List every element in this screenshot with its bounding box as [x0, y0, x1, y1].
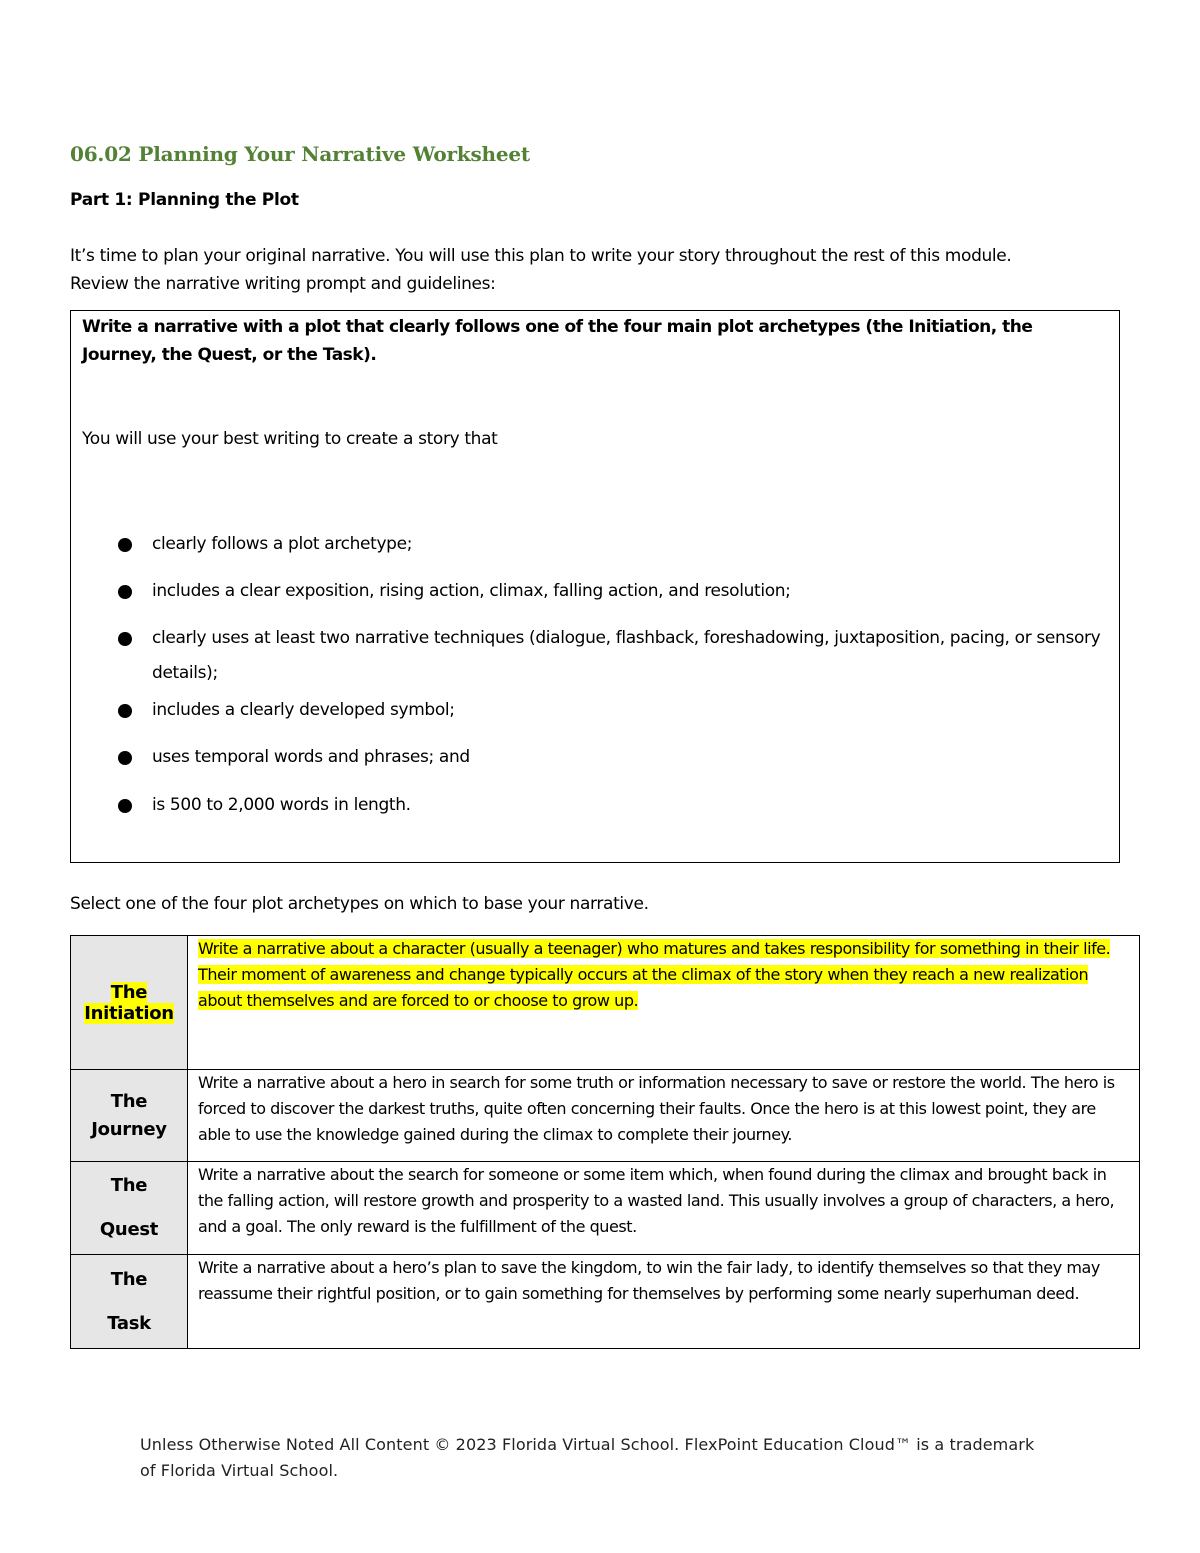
intro-paragraph: It’s time to plan your original narrative. You will use this plan to write your story throughout the rest of this module. Review the narrative writing prompt and guidelines: — [70, 246, 1012, 294]
archetype-description-cell — [188, 1070, 1140, 1162]
prompt-subheading: You will use your best writing to create a story that — [82, 429, 498, 449]
archetype-name-cell — [71, 1162, 188, 1255]
list-item: includes a clear exposition, rising action, climax, falling action, and resolution; — [152, 574, 1102, 609]
bullet-icon — [118, 751, 132, 765]
archetype-description-cell — [188, 1162, 1140, 1255]
prompt-box — [70, 310, 1120, 863]
list-item: clearly uses at least two narrative techniques (dialogue, flashback, foreshadowing, juxtaposition, pacing, or sensory details); — [152, 621, 1102, 691]
prompt-heading: Write a narrative with a plot that clearly follows one of the four main plot archetypes (the Initiation, the Journey, the Quest, or the Task). — [82, 317, 1033, 365]
table-row — [71, 1255, 1140, 1349]
archetype-description-cell — [188, 936, 1140, 1070]
select-instruction: Select one of the four plot archetypes on which to base your narrative. — [70, 894, 649, 914]
part-heading: Part 1: Planning the Plot — [70, 190, 299, 210]
archetype-table — [70, 935, 1140, 1349]
list-item: includes a clearly developed symbol; — [152, 693, 1102, 728]
archetype-name: The Task — [107, 1268, 151, 1334]
bullet-icon — [118, 632, 132, 646]
bullet-icon — [118, 585, 132, 599]
archetype-name-cell — [71, 936, 188, 1070]
table-row — [71, 936, 1140, 1070]
archetype-description: Write a narrative about a hero in search for some truth or information necessary to save or restore the world. The hero is forced to discover the darkest truths, quite often concerning their faults. Once the hero is at this lowest point, they are able to use the knowledge gained during the climax to complete their journey. — [198, 1073, 1115, 1144]
archetype-description: Write a narrative about the search for someone or some item which, when found during the climax and brought back in the falling action, will restore growth and prosperity to a wasted land. This usually involves a group of characters, a hero, and a goal. The only reward is the fulfillment of the quest. — [198, 1165, 1115, 1236]
bullet-icon — [118, 704, 132, 718]
bullet-icon — [118, 538, 132, 552]
list-item: clearly follows a plot archetype; — [152, 527, 1102, 562]
bullet-icon — [118, 799, 132, 813]
archetype-description: Write a narrative about a character (usually a teenager) who matures and takes responsibility for something in their life. Their moment of awareness and change typically occurs at the climax of the story when they reach a new realization about themselves and are forced to or choose to grow up. — [198, 939, 1111, 1010]
archetype-name: The Quest — [99, 1175, 159, 1240]
archetype-name: The Journey — [91, 1090, 167, 1140]
list-item: is 500 to 2,000 words in length. — [152, 788, 1102, 823]
archetype-description-cell — [188, 1255, 1140, 1349]
copyright-footer: Unless Otherwise Noted All Content © 2023 Florida Virtual School. FlexPoint Education Cloud™ is a trademark of Florida Virtual School. — [140, 1435, 1035, 1480]
table-row — [71, 1162, 1140, 1255]
archetype-name: The Initiation — [84, 981, 174, 1024]
list-item: uses temporal words and phrases; and — [152, 740, 1102, 775]
archetype-name-cell — [71, 1255, 188, 1349]
table-row — [71, 1070, 1140, 1162]
archetype-name-cell — [71, 1070, 188, 1162]
worksheet-title: 06.02 Planning Your Narrative Worksheet — [70, 142, 530, 166]
archetype-description: Write a narrative about a hero’s plan to save the kingdom, to win the fair lady, to identify themselves so that they may reassume their rightful position, or to gain something for themselves by performing some nearly superhuman deed. — [198, 1258, 1100, 1303]
